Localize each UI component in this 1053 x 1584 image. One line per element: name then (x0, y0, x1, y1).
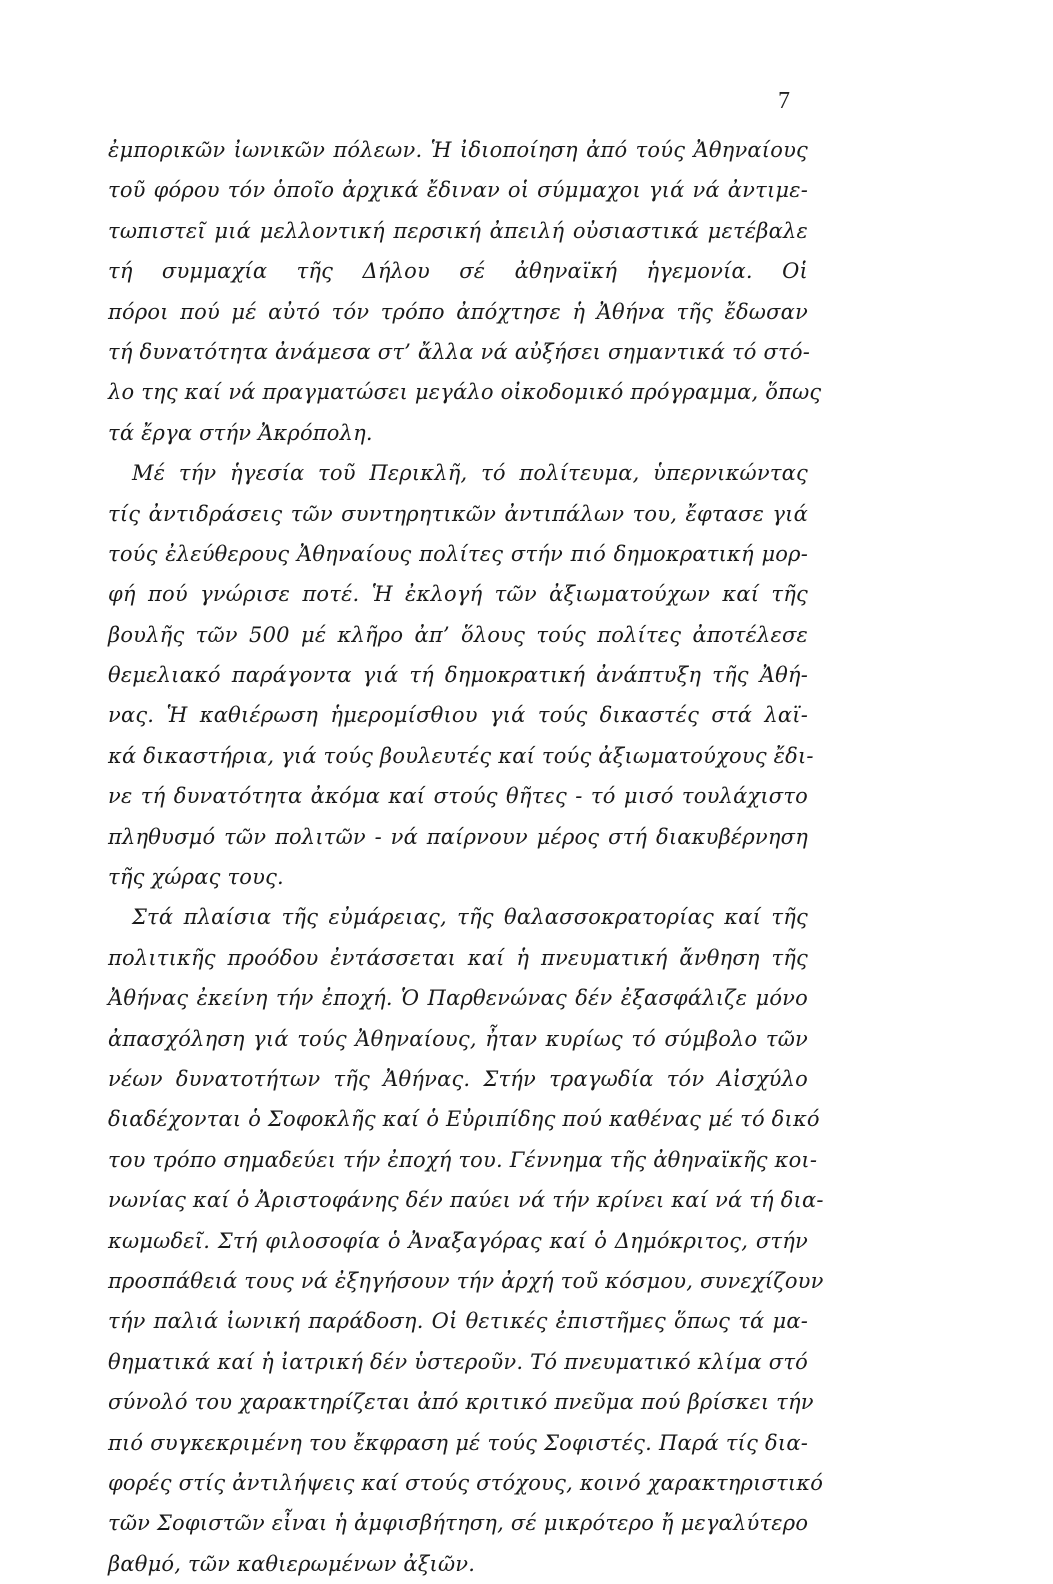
text-line: θεμελιακό παράγοντα γιά τή δημοκρατική ἀνάπτυξη τῆς Ἀθή- (108, 663, 808, 688)
body-text (108, 130, 824, 1584)
text-line: Μέ τήν ἡγεσία τοῦ Περικλῆ, τό πολίτευμα, ὑπερνικώντας (132, 461, 808, 486)
text-line: βουλῆς τῶν 500 μέ κλῆρο ἀπ’ ὅλους τούς πολίτες ἀποτέλεσε (108, 622, 808, 647)
text-line: Στά πλαίσια τῆς εὐμάρειας, τῆς θαλασσοκρατορίας καί τῆς (132, 905, 808, 930)
text-line: ἐμπορικῶν ἰωνικῶν πόλεων. Ἡ ἰδιοποίηση ἀπό τούς Ἀθηναίους (108, 138, 808, 162)
text-line: νέων δυνατοτήτων τῆς Ἀθήνας. Στήν τραγωδία τόν Αἰσχύλο (108, 1066, 808, 1091)
text-line: τῶν Σοφιστῶν εἶναι ἡ ἀμφισβήτηση, σέ μικρότερο ἤ μεγαλύτερο (108, 1511, 809, 1536)
text-line: φορές στίς ἀντιλήψεις καί στούς στόχους, κοινό χαρακτηριστικό (108, 1470, 824, 1495)
text-line: τῆς χώρας τους. (108, 865, 284, 890)
text-line: νας. Ἡ καθιέρωση ἡμερομίσθιου γιά τούς δικαστές στά λαϊ- (108, 703, 808, 728)
text-line: τήν παλιά ἰωνική παράδοση. Οἱ θετικές ἐπιστῆμες ὅπως τά μα- (108, 1309, 808, 1334)
text-line: νωνίας καί ὁ Ἀριστοφάνης δέν παύει νά τήν κρίνει καί νά τή δια- (108, 1188, 824, 1213)
text-line: προσπάθειά τους νά ἐξηγήσουν τήν ἀρχή τοῦ κόσμου, συνεχίζουν (108, 1268, 824, 1293)
text-line: κά δικαστήρια, γιά τούς βουλευτές καί τούς ἀξιωματούχους ἔδι- (108, 743, 814, 768)
text-line: τωπιστεῖ μιά μελλοντική περσική ἀπειλή οὐσιαστικά μετέβαλε (108, 218, 808, 243)
text-line: τοῦ φόρου τόν ὁποῖο ἀρχικά ἔδιναν οἱ σύμμαχοι γιά νά ἀντιμε- (108, 178, 808, 203)
text-line: τή δυνατότητα ἀνάμεσα στ’ ἄλλα νά αὐξήσει σημαντικά τό στό- (108, 339, 811, 364)
text-line: τούς ἐλεύθερους Ἀθηναίους πολίτες στήν πιό δημοκρατική μορ- (108, 541, 808, 566)
text-line: λο της καί νά πραγματώσει μεγάλο οἰκοδομικό πρόγραμμα, ὅπως (108, 380, 822, 405)
text-line: πιό συγκεκριμένη του ἔκφραση μέ τούς Σοφιστές. Παρά τίς δια- (108, 1430, 808, 1455)
text-line: κωμωδεῖ. Στή φιλοσοφία ὁ Ἀναξαγόρας καί ὁ Δημόκριτος, στήν (108, 1228, 808, 1253)
text-line: πληθυσμό τῶν πολιτῶν - νά παίρνουν μέρος στή διακυβέρνηση (108, 824, 808, 849)
text-line: ἀπασχόληση γιά τούς Ἀθηναίους, ἦταν κυρίως τό σύμβολο τῶν (108, 1026, 808, 1051)
page-number: 7 (778, 88, 790, 114)
text-line: τά ἔργα στήν Ἀκρόπολη. (108, 420, 373, 445)
text-line: Ἀθήνας ἐκείνη τήν ἐποχή. Ὁ Παρθενώνας δέν ἐξασφάλιζε μόνο (108, 986, 808, 1011)
text-line: τή συμμαχία τῆς Δήλου σέ ἀθηναϊκή ἡγεμονία. Οἱ (108, 259, 808, 284)
text-line: πολιτικῆς προόδου ἐντάσσεται καί ἡ πνευματική ἄνθηση τῆς (108, 945, 808, 970)
text-line: διαδέχονται ὁ Σοφοκλῆς καί ὁ Εὐριπίδης πού καθένας μέ τό δικό (108, 1107, 820, 1132)
text-line: βαθμό, τῶν καθιερωμένων ἀξιῶν. (108, 1551, 476, 1576)
text-line: τίς ἀντιδράσεις τῶν συντηρητικῶν ἀντιπάλων του, ἔφτασε γιά (108, 501, 808, 526)
text-line: σύνολό του χαρακτηρίζεται ἀπό κριτικό πνεῦμα πού βρίσκει τήν (108, 1390, 814, 1415)
text-line: φή πού γνώρισε ποτέ. Ἡ ἐκλογή τῶν ἀξιωματούχων καί τῆς (108, 582, 808, 607)
text-line: του τρόπο σημαδεύει τήν ἐποχή του. Γέννημα τῆς ἀθηναϊκῆς κοι- (108, 1147, 818, 1172)
text-line: πόροι πού μέ αὐτό τόν τρόπο ἀπόχτησε ἡ Ἀθήνα τῆς ἔδωσαν (108, 299, 808, 324)
text-line: θηματικά καί ἡ ἰατρική δέν ὑστεροῦν. Τό πνευματικό κλίμα στό (108, 1349, 808, 1374)
text-line: νε τή δυνατότητα ἀκόμα καί στούς θῆτες - τό μισό τουλάχιστο (108, 784, 808, 809)
